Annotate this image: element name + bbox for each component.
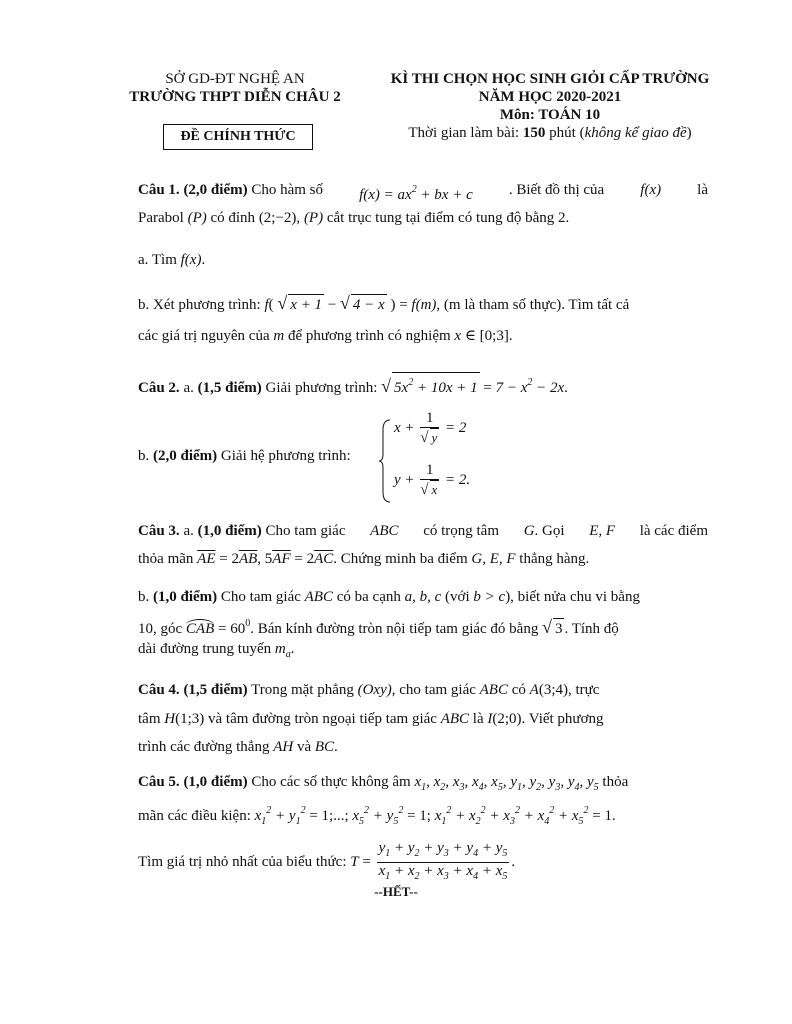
q3-b-line1: b. (1,0 điểm) Cho tam giác ABC có ba cạnh a, b, c (với b > c), biết nửa chu vi bằng <box>138 589 640 605</box>
q5-text3: mãn các điều kiện: <box>138 808 251 824</box>
q1-b-text3: để phương trình có nghiệm <box>287 328 451 344</box>
q2-system-brace <box>378 418 392 509</box>
q2-b-text: Giải hệ phương trình: <box>220 448 351 464</box>
q1-text3: là <box>697 182 708 198</box>
q1-line2: Parabol (P) có đỉnh (2;−2), (P) cắt trục tung tại điểm có tung độ bằng 2. <box>138 210 570 226</box>
q1-b-text: , (m là tham số thực). Tìm tất cả <box>436 297 630 313</box>
exam-title: KÌ THI CHỌN HỌC SINH GIỎI CẤP TRƯỜNG <box>390 71 710 87</box>
q1-text2: . Biết đồ thị của <box>508 182 605 198</box>
q3-b-text2: có ba cạnh <box>336 589 401 605</box>
q4-text4: , trực <box>568 682 600 698</box>
end-marker: --HẾT-- <box>374 884 418 899</box>
time-close: ) <box>686 125 692 141</box>
q1-b-line1: b. Xét phương trình: f( √ x + 1 − √ 4 − x ) = f(m), (m là tham số thực). Tìm tất cả <box>138 293 630 313</box>
time-value: 150 <box>522 125 546 141</box>
q1-b-label: b. Xét phương trình: <box>138 297 261 313</box>
q2-a-text: Giải phương trình: <box>265 380 378 396</box>
q4-text7: là <box>472 711 484 727</box>
q4-text3: có <box>511 682 526 698</box>
q3-b-text8: dài đường trung tuyến <box>138 641 272 657</box>
header-right <box>360 70 740 142</box>
q4-points: (1,5 điểm) <box>183 682 248 698</box>
q3-b-text7: . Tính độ <box>564 621 619 637</box>
q2-label: Câu 2. <box>138 380 180 396</box>
q3-b-text1: Cho tam giác <box>220 589 301 605</box>
q3-a-points: (1,0 điểm) <box>197 523 262 539</box>
q1-text5: có đỉnh <box>210 210 256 226</box>
q3-a-text1: Cho tam giác <box>265 523 346 539</box>
q5-text1: Cho các số thực không âm <box>251 774 411 790</box>
q2-a-prefix: a. <box>183 380 194 396</box>
q3-a-text4: là các điểm <box>639 523 708 539</box>
time-allowed <box>360 124 740 142</box>
q3-a-text7: thẳng hàng. <box>519 551 590 567</box>
q2-eq2: y + $\frac{1}{√ x}$ = 2. <box>394 462 471 498</box>
q1-b-line2: các giá trị nguyên của m để phương trình có nghiệm x ∈ [0;3]. <box>138 328 513 344</box>
q3-b-text6: . Bán kính đường tròn nội tiếp tam giác đó bằng <box>250 621 539 637</box>
q1-line1: Câu 1. (2,0 điểm) Cho hàm số $f(x) = ax^2$ + bx + c . Biết đồ thị của f(x) là <box>138 182 708 203</box>
q3-a-line2: thỏa mãn $\overline{AE} = 2\overline{AB}$, $5\overline{AF} = 2\overline{AC}$. Chứng minh ba điểm G, E, F thẳng hàng. <box>138 551 590 567</box>
time-unit: phút ( <box>545 125 585 141</box>
q1-a: a. Tìm f(x). <box>138 252 206 268</box>
q4-line3: trình các đường thẳng AH và BC. <box>138 739 338 755</box>
q5-line2: mãn các điều kiện: $x_1^2 + y_1^2 = 1$;...; $x_5^2 + y_5^2 = 1$; $x_1^2 + x_2^2 + x_3^2 + x_4^2 + x_5^2 = 1$. <box>138 805 616 827</box>
brace-icon <box>378 418 392 504</box>
q5-line1: Câu 5. (1,0 điểm) Cho các số thực không âm $x_1$, $x_2$, $x_3$, $x_4$, $x_5$, $y_1$, $y_2$, $y_3$, $y_4$, $y_5$ thỏa <box>138 774 629 793</box>
time-note: không kể giao đề <box>584 125 687 141</box>
school-name: TRƯỜNG THPT DIỄN CHÂU 2 <box>129 89 341 105</box>
q2-b-prefix: b. <box>138 448 150 464</box>
q3-b-text4: ), biết nửa chu vi bằng <box>505 589 640 605</box>
q4-line2: tâm H(1;3) và tâm đường tròn ngoại tiếp tam giác ABC là I(2;0). Viết phương <box>138 711 604 727</box>
q4-text2: , cho tam giác <box>391 682 476 698</box>
header-left <box>120 70 350 106</box>
subject: Môn: TOÁN 10 <box>499 107 601 123</box>
q4-text8: . Viết phương <box>521 711 604 727</box>
q1-a-label: a. Tìm <box>138 252 177 268</box>
q3-b-text5: 10, góc <box>138 621 183 637</box>
q3-b-prefix: b. <box>138 589 150 605</box>
q1-b-text2: các giá trị nguyên của <box>138 328 270 344</box>
q3-a-text2: có trọng tâm <box>423 523 500 539</box>
q4-text6: và tâm đường tròn ngoại tiếp tam giác <box>208 711 437 727</box>
q5-text4: Tìm giá trị nhỏ nhất của biểu thức: <box>138 853 347 870</box>
q5-label: Câu 5. <box>138 774 180 790</box>
q1-text6: cắt trục tung tại điểm có tung độ bằng 2. <box>326 210 570 226</box>
q2-a-points: (1,5 điểm) <box>197 380 262 396</box>
q3-b-text3: (với <box>445 589 470 605</box>
q3-b-line2: 10, góc CAB = $60^0$. Bán kính đường tròn nội tiếp tam giác đó bằng √ 3 . Tính độ <box>138 617 619 637</box>
q3-a-prefix: a. <box>183 523 194 539</box>
q3-a-text5: thỏa mãn <box>138 551 194 567</box>
q4-text5: tâm <box>138 711 161 727</box>
q5-text2: thỏa <box>602 774 629 790</box>
q2-a: Câu 2. a. (1,5 điểm) Giải phương trình: √ $5x^2 + 10x + 1 = 7 - x^2 - 2x$. <box>138 372 708 398</box>
q4-line1: Câu 4. (1,5 điểm) Trong mặt phẳng (Oxy), cho tam giác ABC có A(3;4), trực <box>138 682 600 698</box>
q3-b-line3: dài đường trung tuyến $m_a$. <box>138 641 295 660</box>
q3-a-line1: Câu 3. a. (1,0 điểm) Cho tam giác ABC có trọng tâm G. Gọi E, F là các điểm <box>138 523 708 539</box>
q1-text1: Cho hàm số <box>251 182 324 198</box>
q5-points: (1,0 điểm) <box>183 774 248 790</box>
q1-points: (2,0 điểm) <box>183 182 248 198</box>
school-year: NĂM HỌC 2020-2021 <box>478 89 622 105</box>
q4-text1: Trong mặt phẳng <box>251 682 354 698</box>
official-badge: ĐỀ CHÍNH THỨC <box>163 124 313 150</box>
q2-b-points: (2,0 điểm) <box>153 448 218 464</box>
q1-label: Câu 1. <box>138 182 180 198</box>
q5-line3: Tìm giá trị nhỏ nhất của biểu thức: T = $\frac{y_1 + y_2 + y_3 + y_4 + y_5}{x_1 + x_2 + x_3 + x_4 + x_5}$ . <box>138 840 516 882</box>
q4-label: Câu 4. <box>138 682 180 698</box>
q3-label: Câu 3. <box>138 523 180 539</box>
q2-eq1: x + $\frac{1}{√ y}$ = 2 <box>394 410 467 446</box>
q1-text4: Parabol <box>138 210 184 226</box>
q3-b-points: (1,0 điểm) <box>153 589 218 605</box>
q3-a-text6: . Chứng minh ba điểm <box>333 551 468 567</box>
q4-text9: trình các đường thẳng <box>138 739 270 755</box>
q3-a-text3: . Gọi <box>534 523 565 539</box>
q4-text10: và <box>296 739 312 755</box>
time-prefix: Thời gian làm bài: <box>408 125 523 141</box>
dept-name: SỞ GD-ĐT NGHỆ AN <box>165 71 305 87</box>
